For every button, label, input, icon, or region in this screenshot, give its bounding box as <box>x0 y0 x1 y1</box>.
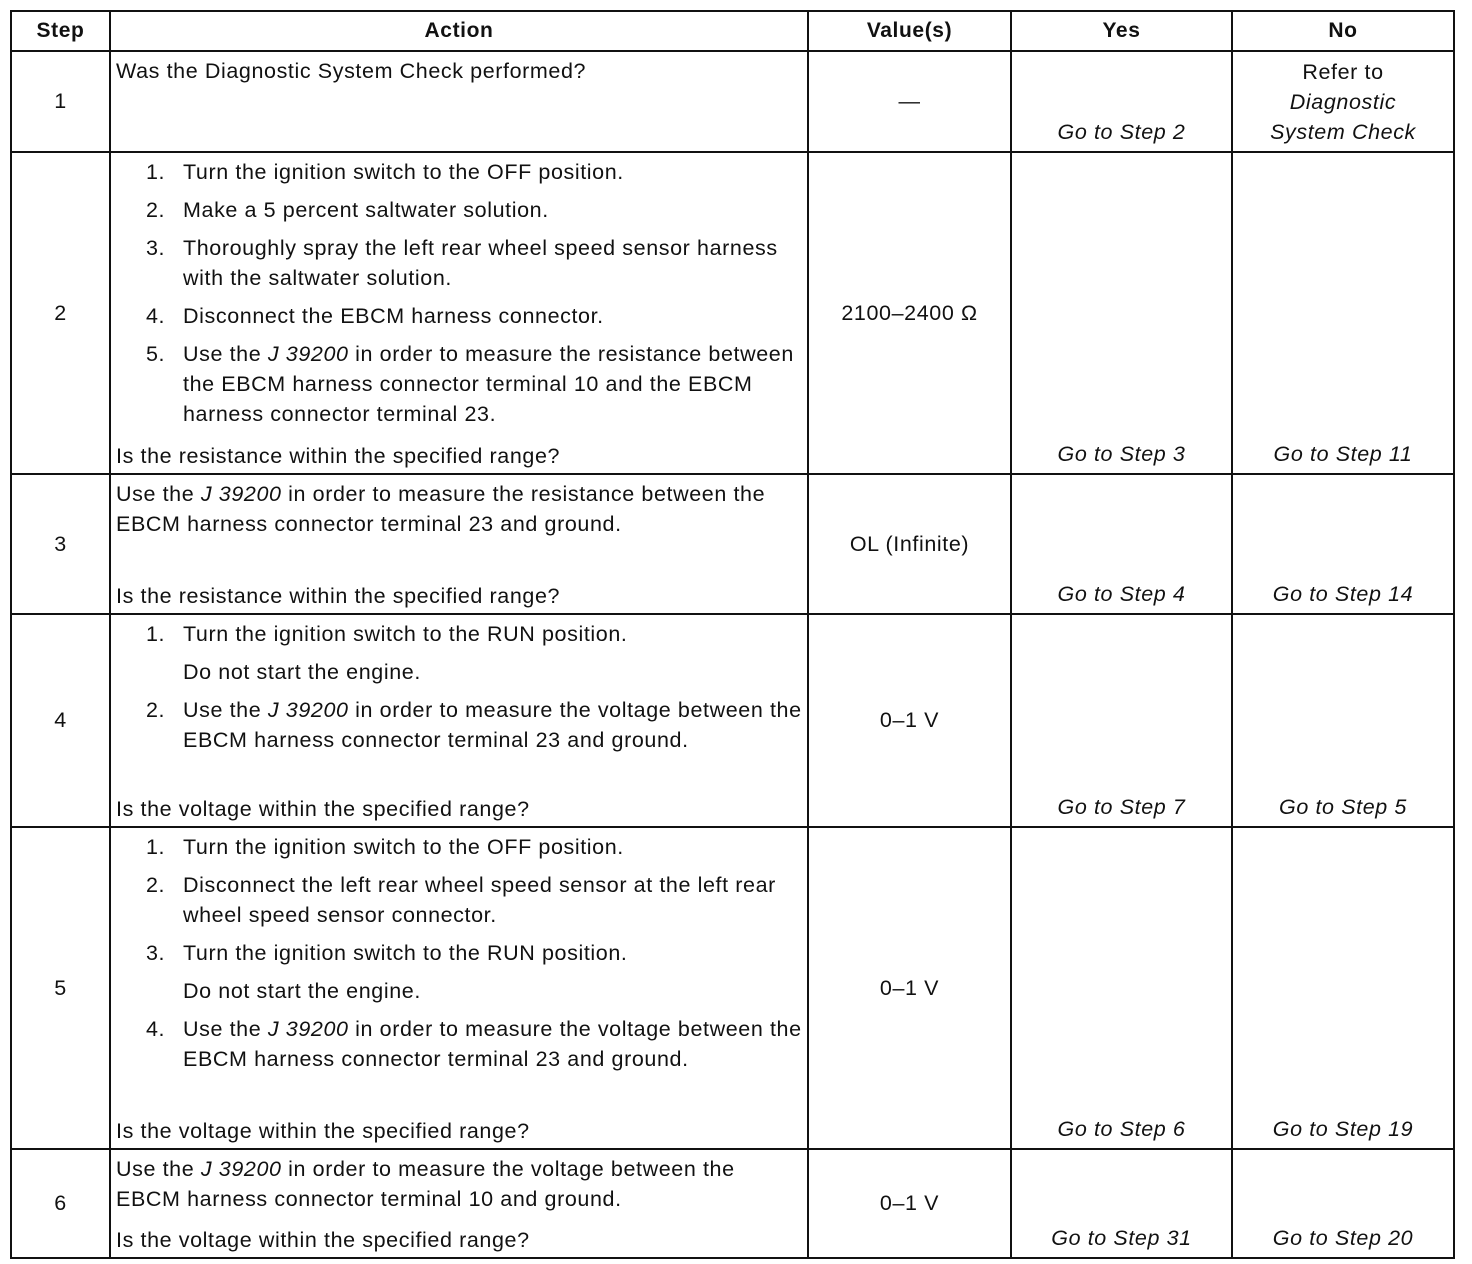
no-cell <box>1232 474 1454 614</box>
no-cell <box>1232 827 1454 1149</box>
list-item: 1. Turn the ignition switch to the RUN position. <box>146 622 628 646</box>
yes-cell <box>1011 1149 1232 1258</box>
header-action: Action <box>110 11 808 51</box>
action-cell <box>110 1149 808 1258</box>
list-item: 1. Turn the ignition switch to the OFF position. <box>146 835 624 859</box>
question-text: Is the voltage within the specified range? <box>116 797 530 821</box>
no-goto: Go to Step 19 <box>1272 1117 1414 1141</box>
value-cell: 0–1 V <box>808 1149 1011 1258</box>
tool-name: J 39200 <box>200 1157 282 1181</box>
step-number: 3 <box>11 474 110 614</box>
diagnostic-table <box>10 10 1455 1259</box>
action-cell <box>110 51 808 152</box>
header-values: Value(s) <box>808 11 1011 51</box>
header-row <box>11 11 1454 51</box>
yes-goto: Go to Step 31 <box>1051 1226 1192 1250</box>
list-item: 3. Thoroughly spray the left rear wheel speed sensor harness with the saltwater solution. <box>146 236 778 290</box>
list-item: 2. Use the J 39200 in order to measure the voltage between the EBCM harness connector terminal 23 and ground. <box>146 698 802 752</box>
tool-name: J 39200 <box>267 1017 349 1041</box>
action-text: Use the J 39200 in order to measure the resistance between the EBCM harness connector terminal 23 and ground. <box>116 482 766 536</box>
list-item: 2. Disconnect the left rear wheel speed sensor at the left rear wheel speed sensor connector. <box>146 873 776 927</box>
table-row <box>11 827 1454 1149</box>
note-text: Do not start the engine. <box>183 660 421 684</box>
no-goto: Go to Step 14 <box>1272 582 1414 606</box>
no-cell <box>1232 1149 1454 1258</box>
step-number: 2 <box>11 152 110 474</box>
value-cell: — <box>808 51 1011 152</box>
question-text: Is the resistance within the specified range? <box>116 584 561 608</box>
list-item: 4. Disconnect the EBCM harness connector. <box>146 304 604 328</box>
question-text: Is the voltage within the specified range? <box>116 1228 530 1252</box>
header-yes: Yes <box>1011 11 1232 51</box>
yes-goto: Go to Step 4 <box>1057 582 1186 606</box>
question-text: Is the voltage within the specified range? <box>116 1119 530 1143</box>
yes-goto: Go to Step 3 <box>1057 442 1186 466</box>
refer-label: Refer to <box>1302 59 1384 84</box>
list-item: 5. Use the J 39200 in order to measure the resistance between the EBCM harness connector terminal 10 and the EBCM harness connector terminal 23. <box>146 342 794 426</box>
no-cell <box>1232 152 1454 474</box>
header-no: No <box>1232 11 1454 51</box>
refer-link: Diagnostic System Check <box>1270 89 1416 144</box>
list-item: 2. Make a 5 percent saltwater solution. <box>146 198 549 222</box>
action-text: Was the Diagnostic System Check performed? <box>116 59 587 83</box>
list-item: 3. Turn the ignition switch to the RUN position. <box>146 941 628 965</box>
list-item: 4. Use the J 39200 in order to measure the voltage between the EBCM harness connector terminal 23 and ground. <box>146 1017 802 1071</box>
table-row <box>11 1149 1454 1258</box>
yes-goto: Go to Step 6 <box>1057 1117 1186 1141</box>
yes-cell <box>1011 51 1232 152</box>
action-cell <box>110 827 808 1149</box>
yes-goto: Go to Step 2 <box>1057 120 1186 144</box>
value-cell: 0–1 V <box>808 614 1011 827</box>
yes-cell <box>1011 827 1232 1149</box>
value-cell: OL (Infinite) <box>808 474 1011 614</box>
yes-cell <box>1011 614 1232 827</box>
action-cell <box>110 474 808 614</box>
header-step: Step <box>11 11 110 51</box>
no-goto: Go to Step 11 <box>1273 442 1413 466</box>
note-text: Do not start the engine. <box>183 979 421 1003</box>
step-number: 4 <box>11 614 110 827</box>
yes-cell <box>1011 474 1232 614</box>
yes-cell <box>1011 152 1232 474</box>
no-cell <box>1232 614 1454 827</box>
table-row <box>11 51 1454 152</box>
no-goto: Go to Step 5 <box>1279 795 1407 819</box>
value-cell: 0–1 V <box>808 827 1011 1149</box>
value-cell: 2100–2400 Ω <box>808 152 1011 474</box>
table-row <box>11 152 1454 474</box>
action-cell <box>110 614 808 827</box>
no-cell <box>1232 51 1454 152</box>
table-row <box>11 614 1454 827</box>
tool-name: J 39200 <box>267 342 349 366</box>
tool-name: J 39200 <box>200 482 282 506</box>
list-item: 1. Turn the ignition switch to the OFF position. <box>146 160 624 184</box>
step-number: 1 <box>11 51 110 152</box>
step-number: 5 <box>11 827 110 1149</box>
question-text: Is the resistance within the specified range? <box>116 444 561 468</box>
yes-goto: Go to Step 7 <box>1057 795 1186 819</box>
step-number: 6 <box>11 1149 110 1258</box>
action-text: Use the J 39200 in order to measure the voltage between the EBCM harness connector terminal 10 and ground. <box>116 1157 735 1211</box>
tool-name: J 39200 <box>267 698 349 722</box>
action-cell <box>110 152 808 474</box>
no-goto: Go to Step 20 <box>1272 1226 1414 1250</box>
table-row <box>11 474 1454 614</box>
